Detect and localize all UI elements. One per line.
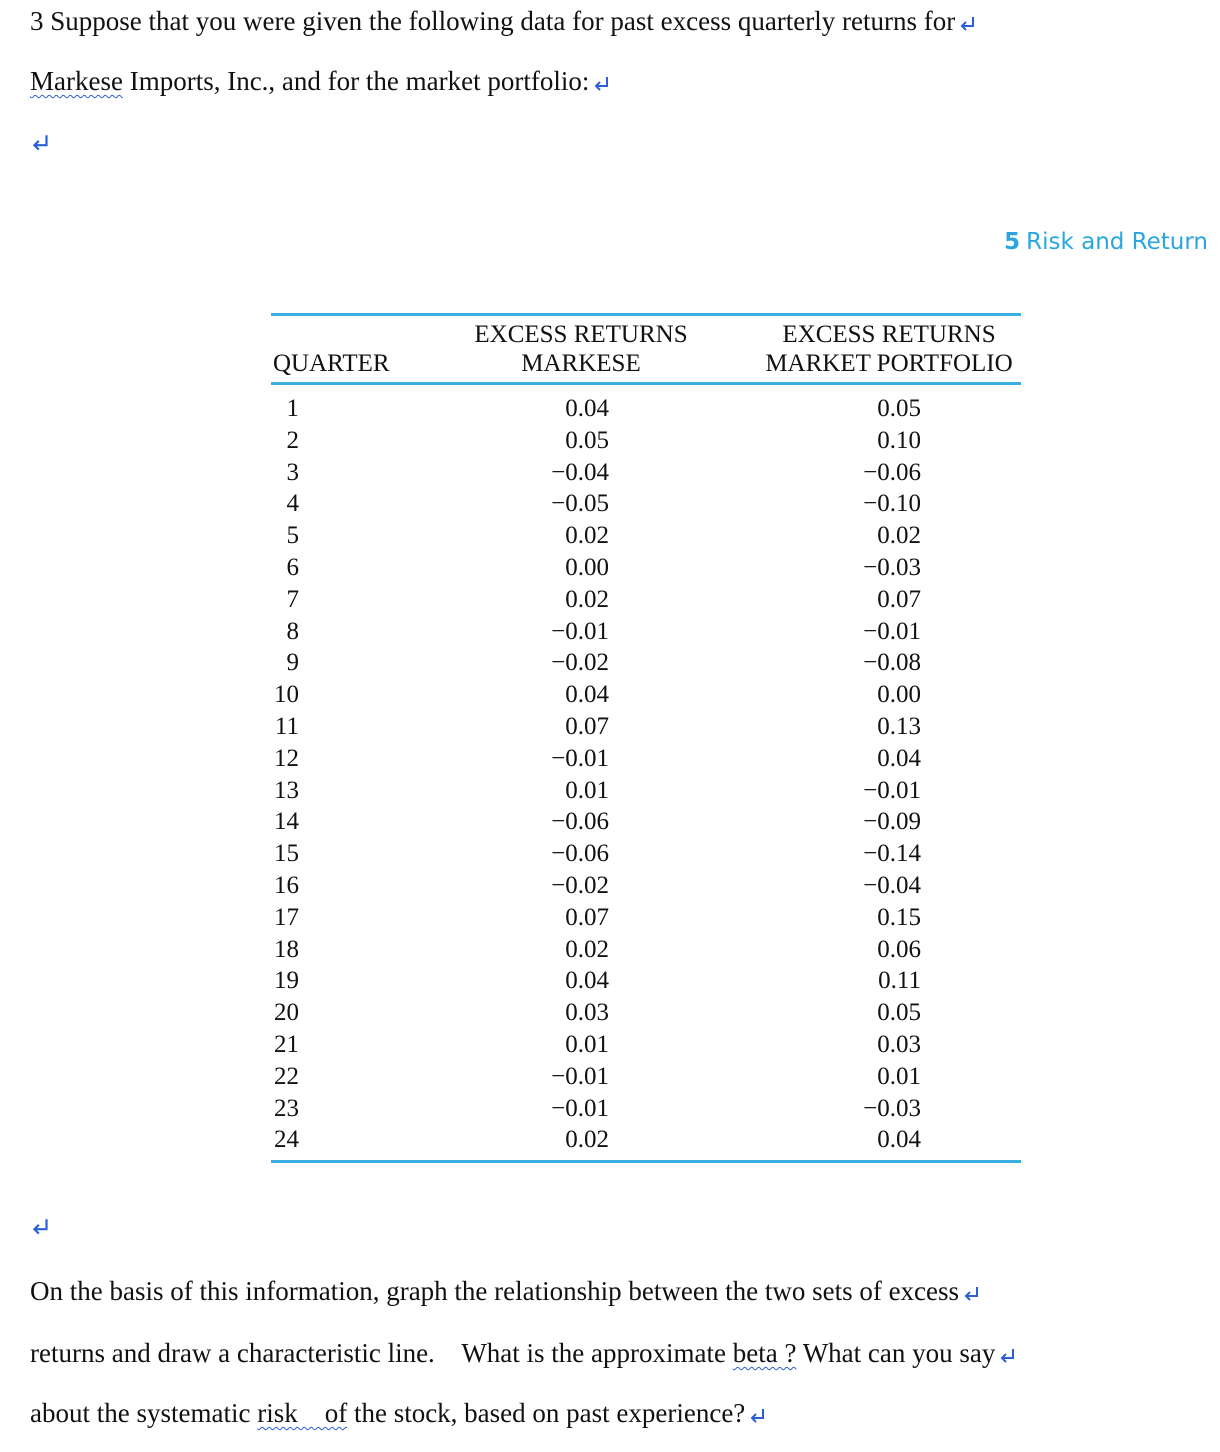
markese-return-cell: 0.04 <box>565 681 609 709</box>
table-row <box>271 488 1021 520</box>
market-return-cell: −0.03 <box>863 1094 921 1122</box>
table-row <box>271 1124 1021 1156</box>
market-return-cell: −0.08 <box>863 649 921 677</box>
table-row <box>271 1093 1021 1125</box>
quarter-cell: 8 <box>286 617 299 645</box>
table-row <box>271 934 1021 966</box>
return-arrow-icon <box>748 1406 768 1426</box>
quarter-cell: 9 <box>286 649 299 677</box>
return-arrow-icon <box>998 1346 1018 1366</box>
instruction-line-1 <box>30 1274 982 1308</box>
table-row <box>271 425 1021 457</box>
question-line-2 <box>30 64 612 98</box>
market-return-cell: −0.01 <box>863 617 921 645</box>
return-arrow-icon <box>592 74 612 94</box>
instruction-text-3a: about the systematic <box>30 1398 258 1428</box>
quarter-cell: 19 <box>274 967 299 995</box>
table-row <box>271 838 1021 870</box>
markese-return-cell: 0.02 <box>565 1126 609 1154</box>
table-row <box>271 1061 1021 1093</box>
table-row <box>271 679 1021 711</box>
markese-return-cell: −0.05 <box>551 490 609 518</box>
quarter-cell: 4 <box>286 490 299 518</box>
header-market <box>749 320 1029 378</box>
table-row <box>271 520 1021 552</box>
return-arrow-icon <box>958 14 978 34</box>
table-body <box>271 385 1021 1160</box>
market-return-cell: 0.02 <box>877 522 921 550</box>
return-arrow-icon <box>30 132 52 159</box>
market-return-cell: 0.06 <box>877 935 921 963</box>
markese-return-cell: 0.03 <box>565 999 609 1027</box>
header-markese <box>451 320 711 378</box>
quarter-cell: 24 <box>274 1126 299 1154</box>
market-return-cell: 0.00 <box>877 681 921 709</box>
market-return-cell: −0.06 <box>863 458 921 486</box>
quarter-cell: 14 <box>274 808 299 836</box>
quarter-cell: 22 <box>274 1062 299 1090</box>
market-return-cell: 0.03 <box>877 1030 921 1058</box>
table-row <box>271 457 1021 489</box>
table-row <box>271 584 1021 616</box>
markese-return-cell: −0.06 <box>551 808 609 836</box>
table-row <box>271 616 1021 648</box>
markese-return-cell: 0.01 <box>565 1030 609 1058</box>
question-line-1 <box>30 4 978 38</box>
quarter-cell: 1 <box>286 395 299 422</box>
table-row <box>271 902 1021 934</box>
quarter-cell: 18 <box>274 935 299 963</box>
quarter-cell: 23 <box>274 1094 299 1122</box>
table-row <box>271 647 1021 679</box>
market-return-cell: −0.01 <box>863 776 921 804</box>
instruction-text-1: On the basis of this information, graph the relationship between the two sets of excess <box>30 1276 960 1306</box>
market-return-cell: −0.04 <box>863 871 921 899</box>
markese-return-cell: −0.06 <box>551 840 609 868</box>
markese-return-cell: 0.00 <box>565 553 609 581</box>
quarter-cell: 15 <box>274 840 299 868</box>
table-row <box>271 1029 1021 1061</box>
markese-return-cell: 0.07 <box>565 903 609 931</box>
beta-term: beta ? <box>732 1338 797 1368</box>
market-return-cell: −0.14 <box>863 840 921 868</box>
market-return-cell: 0.04 <box>877 744 921 772</box>
markese-return-cell: −0.01 <box>551 744 609 772</box>
table-row <box>271 806 1021 838</box>
instruction-text-2a: returns and draw a characteristic line. What is the approximate <box>30 1338 733 1368</box>
table-row <box>271 743 1021 775</box>
section-header <box>1004 229 1208 255</box>
header-market-line1: EXCESS RETURNS <box>782 321 996 348</box>
markese-return-cell: 0.05 <box>565 426 609 454</box>
table-header <box>271 316 1021 382</box>
markese-return-cell: 0.04 <box>565 967 609 995</box>
question-text-2: Imports, Inc., and for the market portfolio: <box>122 66 590 96</box>
quarter-cell: 20 <box>274 999 299 1027</box>
instruction-line-2 <box>30 1336 1018 1370</box>
quarter-cell: 5 <box>286 522 299 550</box>
quarter-cell: 10 <box>274 681 299 709</box>
markese-return-cell: 0.02 <box>565 935 609 963</box>
market-return-cell: 0.10 <box>877 426 921 454</box>
return-arrow-icon <box>30 1216 52 1243</box>
markese-return-cell: 0.04 <box>565 395 609 422</box>
markese-return-cell: 0.02 <box>565 522 609 550</box>
header-market-line2: MARKET PORTFOLIO <box>765 350 1013 377</box>
section-title: Risk and Return <box>1026 229 1208 255</box>
quarter-cell: 7 <box>286 585 299 613</box>
table-row <box>271 393 1021 425</box>
quarter-cell: 17 <box>274 903 299 931</box>
markese-return-cell: −0.01 <box>551 1062 609 1090</box>
section-number: 5 <box>1004 229 1021 255</box>
table-row <box>271 965 1021 997</box>
question-text-1: 3 Suppose that you were given the following data for past excess quarterly returns for <box>30 6 956 36</box>
quarter-cell: 11 <box>274 712 299 740</box>
instruction-text-3b: the stock, based on past experience? <box>347 1398 746 1428</box>
markese-return-cell: 0.02 <box>565 585 609 613</box>
quarter-cell: 3 <box>286 458 299 486</box>
table-row <box>271 552 1021 584</box>
returns-table <box>271 313 1021 1163</box>
market-return-cell: 0.01 <box>877 1062 921 1090</box>
markese-return-cell: −0.01 <box>551 1094 609 1122</box>
quarter-cell: 2 <box>286 426 299 454</box>
quarter-cell: 13 <box>274 776 299 804</box>
table-bottom-rule <box>271 1160 1021 1163</box>
market-return-cell: −0.10 <box>863 490 921 518</box>
quarter-cell: 21 <box>274 1030 299 1058</box>
market-return-cell: 0.05 <box>877 999 921 1027</box>
table-row <box>271 711 1021 743</box>
market-return-cell: 0.05 <box>877 395 921 422</box>
quarter-cell: 12 <box>274 744 299 772</box>
markese-return-cell: −0.04 <box>551 458 609 486</box>
table-row <box>271 870 1021 902</box>
market-return-cell: −0.09 <box>863 808 921 836</box>
company-name: Markese <box>30 66 123 96</box>
instruction-text-2b: What can you say <box>796 1338 996 1368</box>
market-return-cell: 0.15 <box>877 903 921 931</box>
header-quarter: QUARTER <box>273 350 390 377</box>
markese-return-cell: 0.07 <box>565 712 609 740</box>
markese-return-cell: −0.02 <box>551 871 609 899</box>
market-return-cell: 0.07 <box>877 585 921 613</box>
risk-term: risk of <box>257 1398 348 1428</box>
market-return-cell: 0.11 <box>878 967 921 995</box>
markese-return-cell: −0.01 <box>551 617 609 645</box>
markese-return-cell: −0.02 <box>551 649 609 677</box>
return-arrow-icon <box>962 1284 982 1304</box>
header-markese-line1: EXCESS RETURNS <box>474 321 688 348</box>
table-row <box>271 997 1021 1029</box>
market-return-cell: 0.04 <box>877 1126 921 1154</box>
market-return-cell: 0.13 <box>877 712 921 740</box>
header-markese-line2: MARKESE <box>521 350 641 377</box>
quarter-cell: 16 <box>274 871 299 899</box>
market-return-cell: −0.03 <box>863 553 921 581</box>
quarter-cell: 6 <box>286 553 299 581</box>
instruction-line-3 <box>30 1396 768 1430</box>
markese-return-cell: 0.01 <box>565 776 609 804</box>
table-row <box>271 775 1021 807</box>
